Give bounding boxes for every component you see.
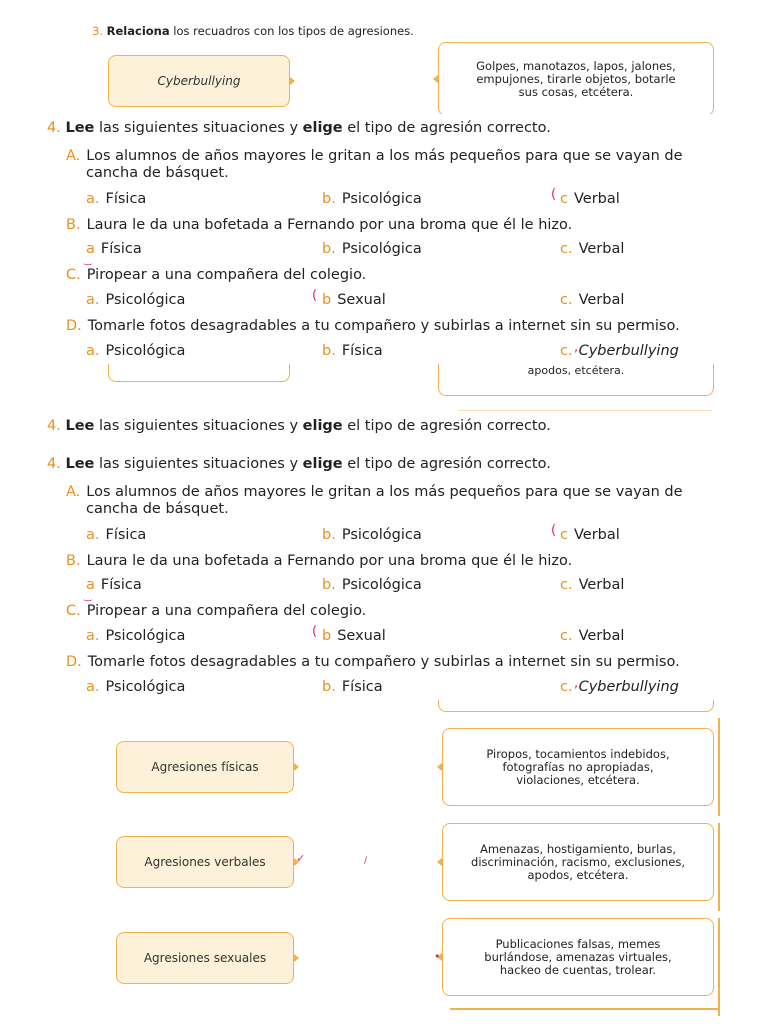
partial-box-left bbox=[108, 364, 290, 382]
item-d-option-c: c. Cyberbullying bbox=[560, 679, 679, 695]
item-a-option-b: b. Psicológica bbox=[322, 527, 422, 543]
verbal-examples-box: Amenazas, hostigamiento, burlas, discriminación, racismo, exclusiones, apodos, etcétera. bbox=[442, 823, 714, 901]
item-b-option-b: b. Psicológica bbox=[322, 577, 422, 593]
tick-mark-icon: , bbox=[574, 676, 579, 691]
question-3-instruction: 3. Relaciona los recuadros con los tipos de agresiones. bbox=[92, 24, 414, 38]
item-d-stem: D. Tomarle fotos desagradables a tu compañero y subirlas a internet sin su permiso. bbox=[66, 654, 680, 670]
item-b-option-c: c. Verbal bbox=[560, 241, 625, 257]
item-a-option-c: c Verbal bbox=[560, 527, 620, 543]
item-c-option-c: c. Verbal bbox=[560, 628, 625, 644]
item-a-option-a: a. Física bbox=[86, 527, 147, 543]
item-d-option-b: b. Física bbox=[322, 343, 383, 359]
underline-mark-icon: ‿ bbox=[84, 255, 93, 266]
partial-box-right: apodos, etcétera. bbox=[438, 364, 714, 396]
item-a-option-c: c Verbal bbox=[560, 191, 620, 207]
circle-mark-icon: ( bbox=[312, 624, 318, 639]
circle-mark-icon: ( bbox=[551, 523, 557, 538]
item-c-option-b: b Sexual bbox=[322, 628, 386, 644]
item-b-option-a: a Física bbox=[86, 577, 142, 593]
box-edge bbox=[718, 718, 720, 816]
item-a-stem: A. Los alumnos de años mayores le gritan a los más pequeños para que se vayan de bbox=[66, 148, 683, 164]
physical-aggression-box: Agresiones físicas bbox=[116, 741, 294, 793]
box-edge bbox=[450, 1008, 718, 1010]
item-a-option-a: a. Física bbox=[86, 191, 147, 207]
item-c-stem: C. Piropear a una compañera del colegio. bbox=[66, 603, 367, 619]
item-d-option-b: b. Física bbox=[322, 679, 383, 695]
box-edge bbox=[718, 823, 720, 911]
question-4-block-2 bbox=[0, 450, 768, 706]
physical-examples-box: Golpes, manotazos, lapos, jalones, empujones, tirarle objetos, botarle sus cosas, etcétera. bbox=[438, 42, 714, 116]
item-b-stem: B. Laura le da una bofetada a Fernando por una broma que él le hizo. bbox=[66, 553, 573, 569]
item-c-option-a: a. Psicológica bbox=[86, 292, 186, 308]
item-a-stem-cont: cancha de básquet. bbox=[86, 165, 229, 181]
sexual-aggression-box: Agresiones sexuales bbox=[116, 932, 294, 984]
question-4-title-repeat: 4. Lee las siguientes situaciones y elige el tipo de agresión correcto. bbox=[47, 418, 551, 434]
item-d-option-a: a. Psicológica bbox=[86, 343, 186, 359]
item-c-option-b: b Sexual bbox=[322, 292, 386, 308]
item-d-option-c: c. Cyberbullying bbox=[560, 343, 679, 359]
item-b-option-b: b. Psicológica bbox=[322, 241, 422, 257]
item-c-option-a: a. Psicológica bbox=[86, 628, 186, 644]
question-4-title: 4. Lee las siguientes situaciones y elige el tipo de agresión correcto. bbox=[47, 456, 551, 472]
item-c-option-c: c. Verbal bbox=[560, 292, 625, 308]
tick-mark-icon: , bbox=[574, 340, 579, 355]
pen-mark-icon: ✓ bbox=[296, 852, 306, 865]
verbal-aggression-box: Agresiones verbales bbox=[116, 836, 294, 888]
underline-mark-icon: ‿ bbox=[84, 591, 93, 602]
box-edge bbox=[718, 918, 720, 1016]
item-c-stem: C. Piropear a una compañera del colegio. bbox=[66, 267, 367, 283]
sexual-examples-box: Piropos, tocamientos indebidos, fotografías no apropiadas, violaciones, etcétera. bbox=[442, 728, 714, 806]
item-d-stem: D. Tomarle fotos desagradables a tu compañero y subirlas a internet sin su permiso. bbox=[66, 318, 680, 334]
item-a-option-b: b. Psicológica bbox=[322, 191, 422, 207]
divider bbox=[458, 410, 712, 411]
cyber-examples-box: Publicaciones falsas, memes burlándose, amenazas virtuales, hackeo de cuentas, trolear. bbox=[442, 918, 714, 996]
item-b-option-c: c. Verbal bbox=[560, 577, 625, 593]
item-a-stem: A. Los alumnos de años mayores le gritan a los más pequeños para que se vayan de bbox=[66, 484, 683, 500]
item-a-stem-cont: cancha de básquet. bbox=[86, 501, 229, 517]
pen-mark-icon: / bbox=[364, 856, 368, 866]
item-b-stem: B. Laura le da una bofetada a Fernando por una broma que él le hizo. bbox=[66, 217, 573, 233]
cyberbullying-box: Cyberbullying bbox=[108, 55, 290, 107]
question-4-title: 4. Lee las siguientes situaciones y elige el tipo de agresión correcto. bbox=[47, 120, 551, 136]
pen-mark-icon: • bbox=[434, 950, 441, 963]
item-d-option-a: a. Psicológica bbox=[86, 679, 186, 695]
circle-mark-icon: ( bbox=[312, 288, 318, 303]
circle-mark-icon: ( bbox=[551, 187, 557, 202]
item-b-option-a: a Física bbox=[86, 241, 142, 257]
question-4-block-1 bbox=[0, 114, 768, 364]
partial-box-bottom bbox=[438, 700, 714, 712]
